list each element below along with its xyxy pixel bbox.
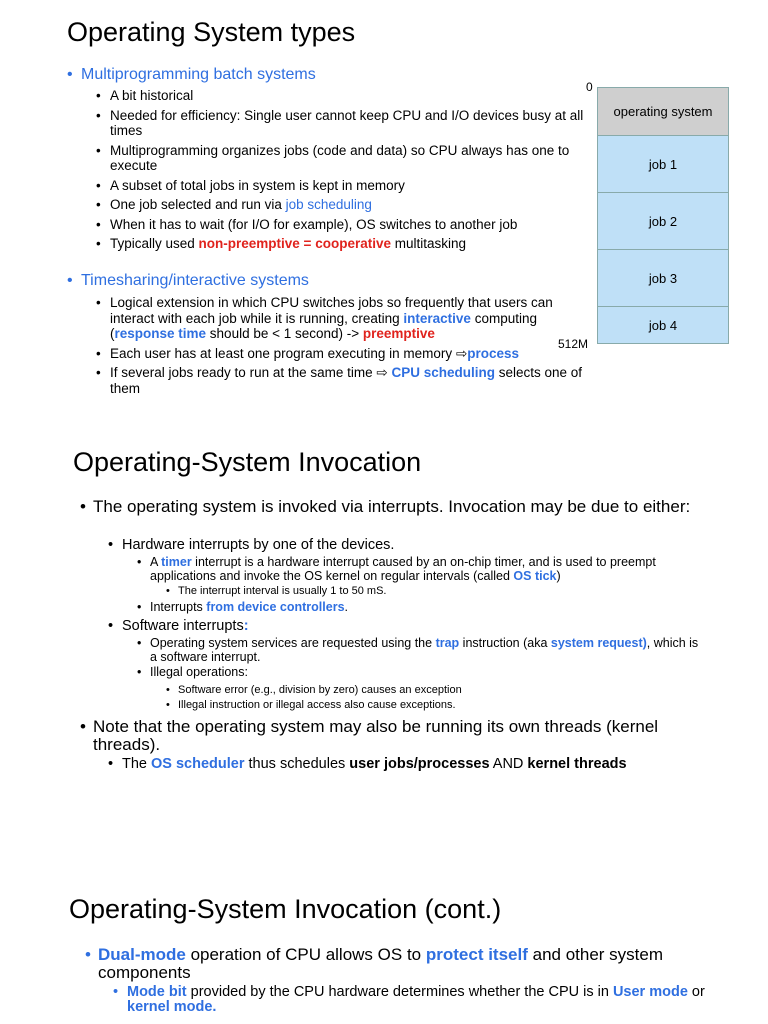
- term-timer: timer: [161, 555, 192, 569]
- term-response-time: response time: [114, 326, 207, 341]
- term-cpu-scheduling: CPU scheduling: [391, 365, 495, 380]
- mode-bit-note: [113, 985, 713, 1015]
- list-item: • Note that the operating system may also be running its own threads (kernel threads).: [80, 717, 659, 754]
- list-item: • The operating system is invoked via interrupts. Invocation may be due to either:: [80, 497, 691, 516]
- list-item: • Illegal instruction or illegal access also cause exceptions.: [166, 699, 456, 711]
- term-protect-itself: protect itself: [425, 945, 528, 964]
- list-item: • Typically used non-preemptive = cooperative multitasking: [96, 236, 467, 251]
- memory-job-1: job 1: [597, 135, 729, 193]
- term-dual-mode: Dual-mode: [98, 945, 186, 964]
- term-interactive: interactive: [403, 310, 471, 326]
- term-trap: trap: [435, 636, 460, 650]
- term-system-request: system request): [550, 636, 647, 650]
- memory-job-3: job 3: [597, 249, 729, 307]
- list-item: • Multiprogramming organizes jobs (code and data) so CPU always has one to execute: [96, 142, 570, 173]
- multiprogramming-list: [96, 88, 586, 256]
- list-item: • Interrupts from device controllers.: [137, 600, 349, 614]
- list-item: • Logical extension in which CPU switches jobs so frequently that users can interact with each job while it is running, creating interactive computing (response time should be < 1 second) -> preemptive: [96, 295, 553, 341]
- list-item: • When it has to wait (for I/O for example), OS switches to another job: [96, 216, 518, 232]
- term-non-preemptive: non-preemptive = cooperative: [198, 236, 391, 251]
- page-title: Operating System types: [67, 17, 356, 47]
- timesharing-list: [96, 295, 590, 400]
- term-device-controllers: from device controllers: [206, 600, 345, 614]
- list-item: • Illegal operations:: [137, 665, 248, 679]
- arrow-icon: ⇨: [455, 345, 468, 361]
- hw-sub-sub: [166, 585, 686, 597]
- list-item: • Operating system services are requested using the trap instruction (aka system request), which is a software interrupt.: [137, 636, 699, 664]
- list-item: • The interrupt interval is usually 1 to 50 mS.: [166, 585, 387, 597]
- list-item: • The OS scheduler thus schedules user jobs/processes AND kernel threads: [108, 756, 627, 772]
- list-item: • Software error (e.g., division by zero) causes an exception: [166, 684, 462, 696]
- term-process: process: [467, 345, 520, 361]
- term-user-mode: User mode: [612, 984, 688, 1000]
- term-mode-bit: Mode bit: [127, 984, 187, 1000]
- list-item: • Mode bit provided by the CPU hardware determines whether the CPU is in User mode or kernel mode.: [113, 984, 705, 1015]
- term-preemptive: preemptive: [362, 326, 435, 341]
- page-title: Operating-System Invocation (cont.): [69, 894, 502, 924]
- dual-mode-note: [85, 946, 735, 982]
- list-item: • One job selected and run via job scheduling: [96, 197, 372, 212]
- memory-os-region: operating system: [597, 87, 729, 136]
- section-heading: •: [67, 66, 73, 83]
- section-heading: •: [67, 272, 73, 289]
- memory-bottom-label: 512M: [558, 337, 589, 351]
- section-heading-timesharing: Timesharing/interactive systems: [81, 272, 309, 289]
- list-item: • Each user has at least one program executing in memory ⇨process: [96, 345, 520, 361]
- list-item: • Needed for efficiency: Single user cannot keep CPU and I/O devices busy at all times: [96, 107, 584, 138]
- list-item: • Hardware interrupts by one of the devices.: [108, 537, 395, 553]
- list-item: • If several jobs ready to run at the same time ⇨ CPU scheduling selects one of them: [96, 365, 583, 396]
- list-item: • A subset of total jobs in system is kept in memory: [96, 177, 405, 193]
- arrow-icon: ⇨: [376, 365, 388, 380]
- term-job-scheduling: job scheduling: [285, 197, 372, 212]
- kernel-threads-note: [80, 718, 720, 754]
- sw-sub-sub: [166, 683, 686, 713]
- list-item: • A bit historical: [96, 88, 194, 103]
- memory-top-label: 0: [586, 80, 593, 94]
- scheduler-note: [108, 756, 708, 772]
- sw-sub: [137, 637, 707, 680]
- hw-interrupts: [108, 537, 708, 553]
- memory-job-2: job 2: [597, 192, 729, 250]
- term-kernel-mode: kernel mode.: [127, 999, 217, 1015]
- hw-sub: [137, 556, 697, 583]
- hw-sub-2: [137, 601, 697, 615]
- page-title: Operating-System Invocation: [73, 447, 422, 477]
- invocation-body: [80, 498, 720, 516]
- term-os-scheduler: OS scheduler: [151, 756, 245, 772]
- list-item: • Dual-mode operation of CPU allows OS to protect itself and other system components: [85, 945, 664, 982]
- list-item: • Software interrupts:: [108, 618, 249, 634]
- section-heading-multiprogramming: Multiprogramming batch systems: [81, 66, 316, 83]
- memory-job-4: job 4: [597, 306, 729, 344]
- sw-interrupts: [108, 618, 708, 634]
- term-os-tick: OS tick: [513, 568, 557, 583]
- list-item: • A timer interrupt is a hardware interrupt caused by an on-chip timer, and is used to preempt applications and invoke the OS kernel on regular intervals (called OS tick): [137, 555, 656, 583]
